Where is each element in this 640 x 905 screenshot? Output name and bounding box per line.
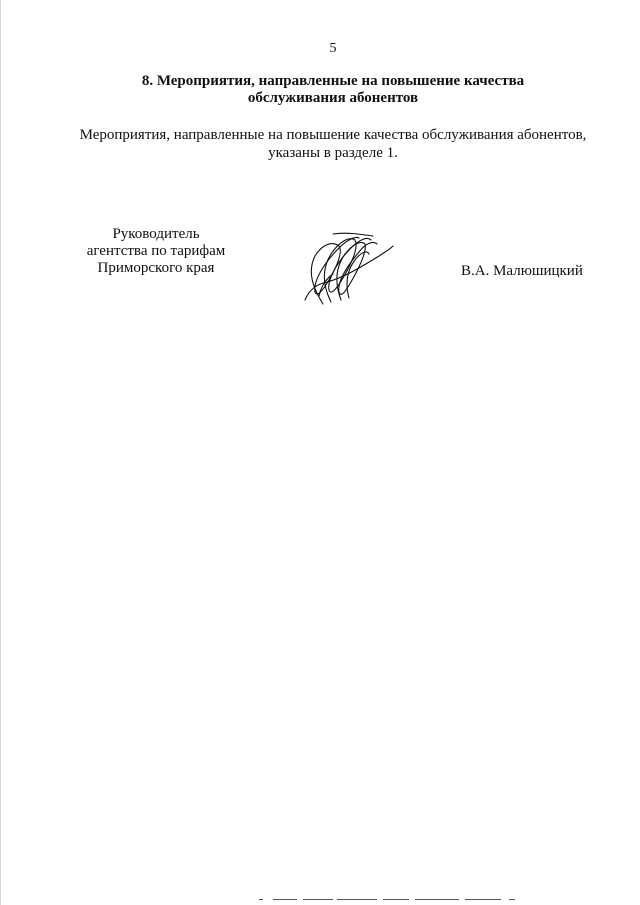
paragraph-line: указаны в разделе 1. <box>268 145 398 161</box>
signature-stroke <box>347 252 369 298</box>
signature-stroke <box>333 233 373 236</box>
page-number: 5 <box>329 41 337 56</box>
section-heading-line: 8. Мероприятия, направленные на повышение качества <box>141 73 525 89</box>
paragraph-line: Мероприятия, направленные на повышение качества обслуживания абонентов, <box>79 127 587 143</box>
handwritten-signature <box>293 226 395 306</box>
section-paragraph <box>1 126 640 162</box>
signer-title-line: Приморского края <box>97 260 215 276</box>
scan-edge-marks <box>259 898 519 902</box>
section-heading-line: обслуживания абонентов <box>247 90 419 106</box>
signer-title <box>61 226 251 277</box>
signer-title-line: Руководитель <box>112 226 200 242</box>
section-heading <box>1 73 640 107</box>
signer-name: В.А. Малюшицкий <box>461 263 583 279</box>
signature-stroke <box>337 242 377 300</box>
signer-title-line: агентства по тарифам <box>86 243 226 259</box>
signature-stroke <box>305 246 393 300</box>
